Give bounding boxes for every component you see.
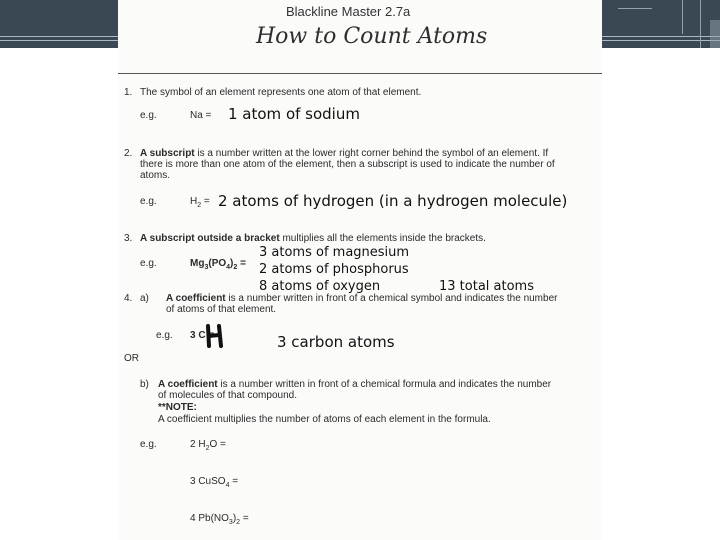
item-4a-term: A coefficient xyxy=(166,293,226,304)
item-4a-formula: 3 C = xyxy=(190,330,215,341)
item-1-eg: e.g. xyxy=(140,110,157,121)
item-1-number: 1. xyxy=(124,87,133,98)
item-2-line-1-text: is a number written at the lower right corner behind the symbol of an element. If xyxy=(197,148,549,159)
item-3-number: 3. xyxy=(124,233,133,244)
annotation-oxygen: 8 atoms of oxygen xyxy=(259,279,381,294)
title-divider xyxy=(118,73,602,74)
item-3-rest: multiplies all the elements inside the brackets. xyxy=(282,233,486,244)
item-4a-line-2: of atoms of that element. xyxy=(166,304,277,315)
annotation-hydrogen: 2 atoms of hydrogen (in a hydrogen molecule) xyxy=(218,192,568,210)
annotation-total: 13 total atoms xyxy=(439,279,534,294)
corner-decoration xyxy=(682,0,683,34)
item-3-term: A subscript outside a bracket xyxy=(140,233,280,244)
item-4a-label: a) xyxy=(140,293,149,304)
annotation-magnesium: 3 atoms of magnesium xyxy=(259,245,410,260)
example-copper-sulfate: 3 CuSO$_4$ = xyxy=(190,476,239,489)
note-label: **NOTE: xyxy=(158,402,197,413)
item-4b-label: b) xyxy=(140,379,149,390)
item-1-text: The symbol of an element represents one atom of that element. xyxy=(140,87,422,98)
annotation-phosphorus: 2 atoms of phosphorus xyxy=(259,262,409,277)
hand-drawn-mark-icon xyxy=(204,324,226,348)
item-3-eg: e.g. xyxy=(140,258,157,269)
item-4b-line-1: A coefficient is a number written in front of a chemical formula and indicates the number xyxy=(158,379,552,390)
item-4b-term: A coefficient xyxy=(158,379,218,390)
corner-decoration xyxy=(700,0,701,48)
item-4-number: 4. xyxy=(124,293,133,304)
item-2-term: A subscript xyxy=(140,148,195,159)
annotation-carbon: 3 carbon atoms xyxy=(277,333,395,351)
worksheet-title: How to Count Atoms xyxy=(256,24,488,49)
note-text: A coefficient multiplies the number of atoms of each element in the formula. xyxy=(158,414,491,425)
item-3-text xyxy=(140,233,486,244)
corner-decoration xyxy=(618,8,652,9)
annotation-sodium: 1 atom of sodium xyxy=(228,105,360,123)
item-4a-eg: e.g. xyxy=(156,330,173,341)
item-3-formula: $Mg_3(PO_4)_2$ = xyxy=(190,258,246,271)
item-4b-eg: e.g. xyxy=(140,439,157,450)
item-2-formula: $H_2$ = xyxy=(190,196,210,209)
item-2-eg: e.g. xyxy=(140,196,157,207)
item-4b-line-2: of molecules of that compound. xyxy=(158,390,297,401)
blackline-master-label: Blackline Master 2.7a xyxy=(286,4,411,19)
item-4a-line-1: A coefficient is a number written in front of a chemical symbol and indicates the number xyxy=(166,293,558,304)
or-label: OR xyxy=(124,353,139,364)
example-water: 2 $H_2O$ = xyxy=(190,439,226,452)
item-2-line-1 xyxy=(140,148,548,159)
example-lead-nitrate: 4 $Pb(NO_3)_2$ = xyxy=(190,513,249,526)
item-2-line-2: there is more than one atom of the element, then a subscript is used to indicate the number of xyxy=(140,159,555,170)
corner-decoration xyxy=(710,20,720,48)
item-1-formula: Na = xyxy=(190,110,212,121)
item-2-number: 2. xyxy=(124,148,133,159)
item-2-line-3: atoms. xyxy=(140,170,171,181)
